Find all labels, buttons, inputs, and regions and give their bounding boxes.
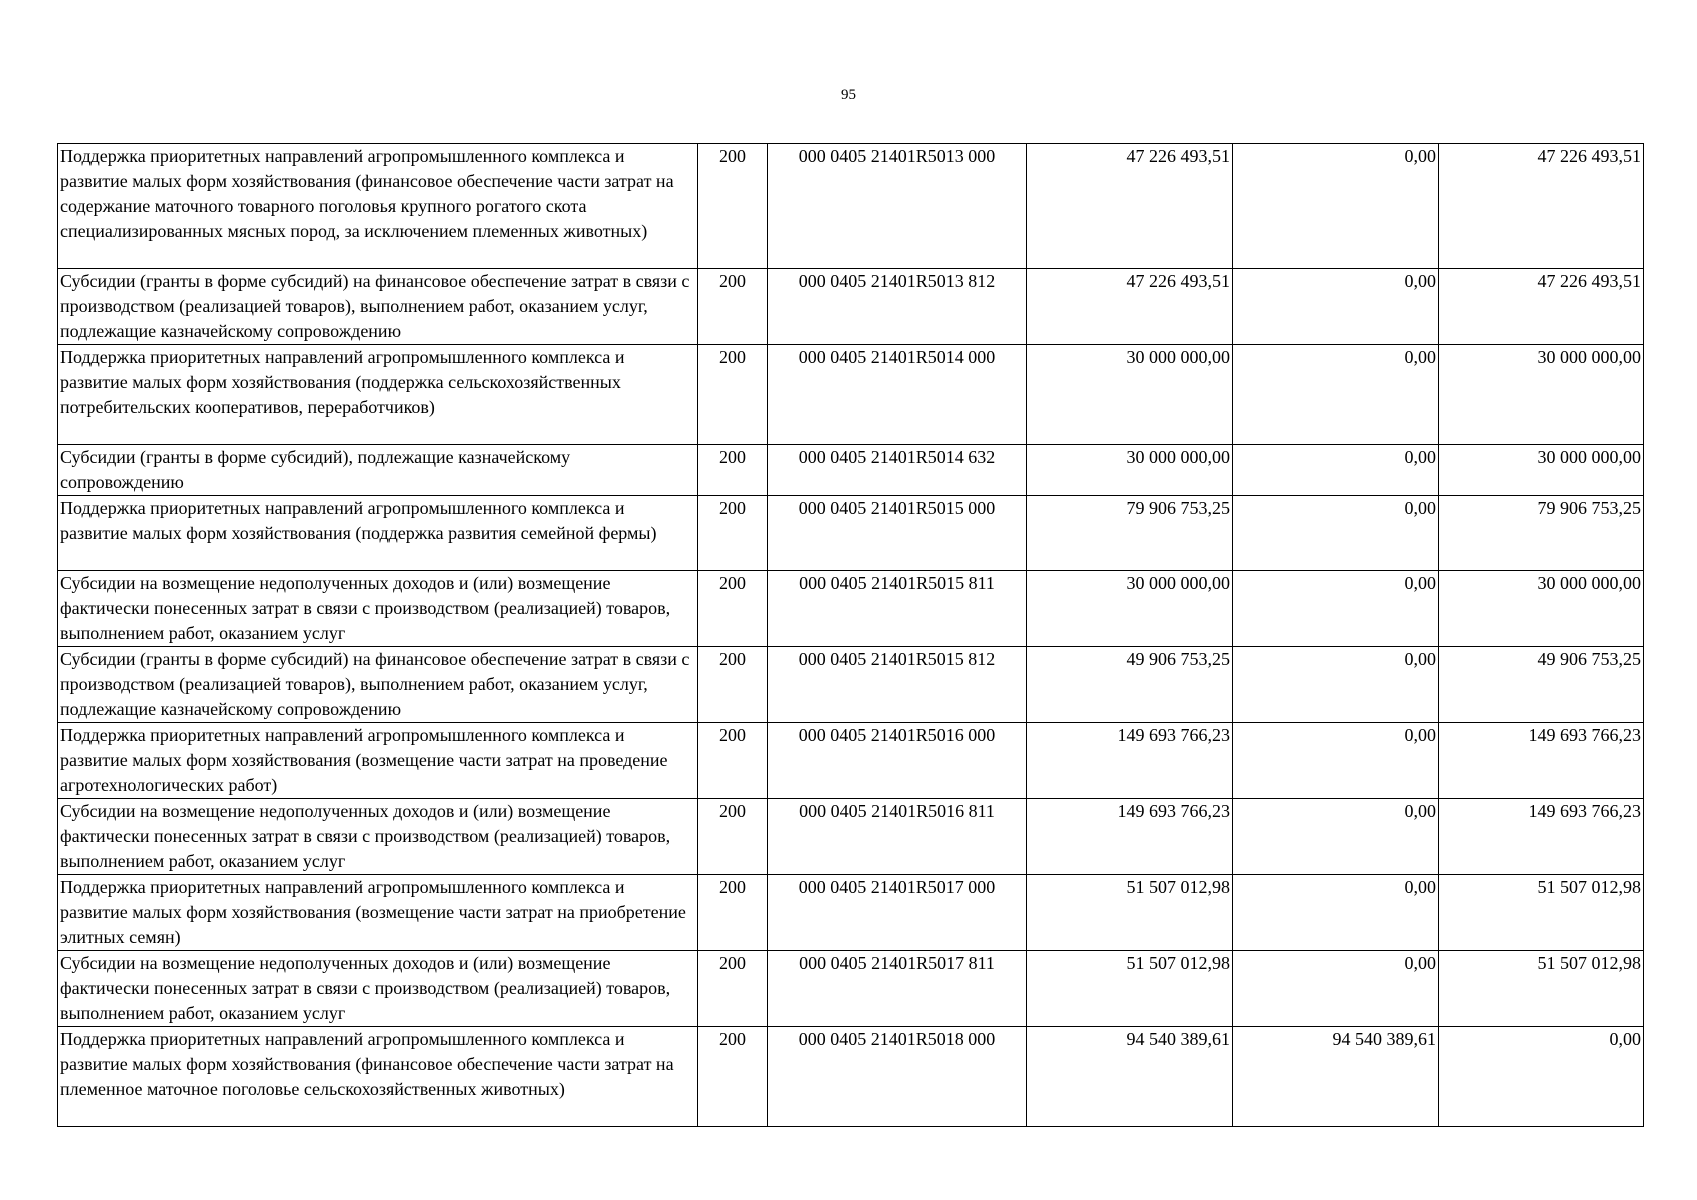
classification-code-cell: 000 0405 21401R5014 632 — [768, 445, 1027, 496]
amount-total-cell: 49 906 753,25 — [1027, 647, 1233, 723]
amount-total-cell: 149 693 766,23 — [1027, 799, 1233, 875]
admin-code-cell: 200 — [698, 951, 768, 1027]
admin-code-cell: 200 — [698, 799, 768, 875]
expense-name-cell: Поддержка приоритетных направлений агропромышленного комплекса и развитие малых форм хозяйствования (финансовое обеспечение части затрат на племенное маточное поголовье сельскохозяйственных животных) — [58, 1027, 698, 1127]
budget-table — [57, 143, 1644, 1127]
table-row — [58, 445, 1644, 496]
table-row — [58, 345, 1644, 445]
amount-federal-cell: 0,00 — [1233, 345, 1439, 445]
classification-code-cell: 000 0405 21401R5015 000 — [768, 496, 1027, 571]
amount-regional-cell: 49 906 753,25 — [1439, 647, 1644, 723]
amount-total-cell: 30 000 000,00 — [1027, 571, 1233, 647]
classification-code-cell: 000 0405 21401R5015 812 — [768, 647, 1027, 723]
table-row — [58, 571, 1644, 647]
admin-code-cell: 200 — [698, 875, 768, 951]
table-row — [58, 875, 1644, 951]
admin-code-cell: 200 — [698, 647, 768, 723]
expense-name-cell: Субсидии на возмещение недополученных доходов и (или) возмещение фактически понесенных затрат в связи с производством (реализацией) товаров, выполнением работ, оказанием услуг — [58, 951, 698, 1027]
classification-code-cell: 000 0405 21401R5016 811 — [768, 799, 1027, 875]
amount-total-cell: 51 507 012,98 — [1027, 875, 1233, 951]
budget-table-body — [58, 144, 1644, 1127]
amount-federal-cell: 0,00 — [1233, 951, 1439, 1027]
amount-total-cell: 79 906 753,25 — [1027, 496, 1233, 571]
classification-code-cell: 000 0405 21401R5016 000 — [768, 723, 1027, 799]
admin-code-cell: 200 — [698, 571, 768, 647]
expense-name-cell: Поддержка приоритетных направлений агропромышленного комплекса и развитие малых форм хозяйствования (финансовое обеспечение части затрат на содержание маточного товарного поголовья крупного рогатого скота специализированных мясных пород, за исключением племенных животных) — [58, 144, 698, 269]
amount-federal-cell: 0,00 — [1233, 445, 1439, 496]
amount-total-cell: 149 693 766,23 — [1027, 723, 1233, 799]
amount-regional-cell: 79 906 753,25 — [1439, 496, 1644, 571]
amount-federal-cell: 0,00 — [1233, 269, 1439, 345]
amount-regional-cell: 47 226 493,51 — [1439, 144, 1644, 269]
classification-code-cell: 000 0405 21401R5017 000 — [768, 875, 1027, 951]
expense-name-cell: Поддержка приоритетных направлений агропромышленного комплекса и развитие малых форм хозяйствования (возмещение части затрат на проведение агротехнологических работ) — [58, 723, 698, 799]
classification-code-cell: 000 0405 21401R5017 811 — [768, 951, 1027, 1027]
amount-regional-cell: 30 000 000,00 — [1439, 571, 1644, 647]
classification-code-cell: 000 0405 21401R5013 000 — [768, 144, 1027, 269]
amount-federal-cell: 0,00 — [1233, 496, 1439, 571]
table-row — [58, 269, 1644, 345]
amount-federal-cell: 0,00 — [1233, 723, 1439, 799]
amount-federal-cell: 0,00 — [1233, 571, 1439, 647]
admin-code-cell: 200 — [698, 445, 768, 496]
admin-code-cell: 200 — [698, 496, 768, 571]
amount-regional-cell: 51 507 012,98 — [1439, 875, 1644, 951]
admin-code-cell: 200 — [698, 723, 768, 799]
expense-name-cell: Субсидии (гранты в форме субсидий) на финансовое обеспечение затрат в связи с производством (реализацией товаров), выполнением работ, оказанием услуг, подлежащие казначейскому сопровождению — [58, 647, 698, 723]
amount-federal-cell: 0,00 — [1233, 799, 1439, 875]
admin-code-cell: 200 — [698, 1027, 768, 1127]
classification-code-cell: 000 0405 21401R5018 000 — [768, 1027, 1027, 1127]
amount-regional-cell: 149 693 766,23 — [1439, 799, 1644, 875]
table-row — [58, 951, 1644, 1027]
expense-name-cell: Субсидии на возмещение недополученных доходов и (или) возмещение фактически понесенных затрат в связи с производством (реализацией) товаров, выполнением работ, оказанием услуг — [58, 571, 698, 647]
classification-code-cell: 000 0405 21401R5013 812 — [768, 269, 1027, 345]
expense-name-cell: Поддержка приоритетных направлений агропромышленного комплекса и развитие малых форм хозяйствования (возмещение части затрат на приобретение элитных семян) — [58, 875, 698, 951]
table-row — [58, 723, 1644, 799]
admin-code-cell: 200 — [698, 345, 768, 445]
expense-name-cell: Субсидии (гранты в форме субсидий) на финансовое обеспечение затрат в связи с производством (реализацией товаров), выполнением работ, оказанием услуг, подлежащие казначейскому сопровождению — [58, 269, 698, 345]
amount-regional-cell: 149 693 766,23 — [1439, 723, 1644, 799]
amount-regional-cell: 30 000 000,00 — [1439, 345, 1644, 445]
amount-federal-cell: 94 540 389,61 — [1233, 1027, 1439, 1127]
expense-name-cell: Поддержка приоритетных направлений агропромышленного комплекса и развитие малых форм хозяйствования (поддержка сельскохозяйственных потребительских кооперативов, переработчиков) — [58, 345, 698, 445]
admin-code-cell: 200 — [698, 144, 768, 269]
table-row — [58, 1027, 1644, 1127]
amount-federal-cell: 0,00 — [1233, 875, 1439, 951]
table-row — [58, 799, 1644, 875]
amount-federal-cell: 0,00 — [1233, 144, 1439, 269]
amount-regional-cell: 30 000 000,00 — [1439, 445, 1644, 496]
table-row — [58, 144, 1644, 269]
classification-code-cell: 000 0405 21401R5015 811 — [768, 571, 1027, 647]
amount-total-cell: 47 226 493,51 — [1027, 144, 1233, 269]
amount-regional-cell: 47 226 493,51 — [1439, 269, 1644, 345]
amount-federal-cell: 0,00 — [1233, 647, 1439, 723]
amount-total-cell: 30 000 000,00 — [1027, 445, 1233, 496]
table-row — [58, 496, 1644, 571]
amount-total-cell: 30 000 000,00 — [1027, 345, 1233, 445]
classification-code-cell: 000 0405 21401R5014 000 — [768, 345, 1027, 445]
expense-name-cell: Субсидии на возмещение недополученных доходов и (или) возмещение фактически понесенных затрат в связи с производством (реализацией) товаров, выполнением работ, оказанием услуг — [58, 799, 698, 875]
amount-regional-cell: 0,00 — [1439, 1027, 1644, 1127]
amount-total-cell: 47 226 493,51 — [1027, 269, 1233, 345]
admin-code-cell: 200 — [698, 269, 768, 345]
amount-regional-cell: 51 507 012,98 — [1439, 951, 1644, 1027]
page-number: 95 — [841, 87, 856, 103]
table-row — [58, 647, 1644, 723]
expense-name-cell: Поддержка приоритетных направлений агропромышленного комплекса и развитие малых форм хозяйствования (поддержка развития семейной фермы) — [58, 496, 698, 571]
amount-total-cell: 51 507 012,98 — [1027, 951, 1233, 1027]
expense-name-cell: Субсидии (гранты в форме субсидий), подлежащие казначейскому сопровождению — [58, 445, 698, 496]
amount-total-cell: 94 540 389,61 — [1027, 1027, 1233, 1127]
